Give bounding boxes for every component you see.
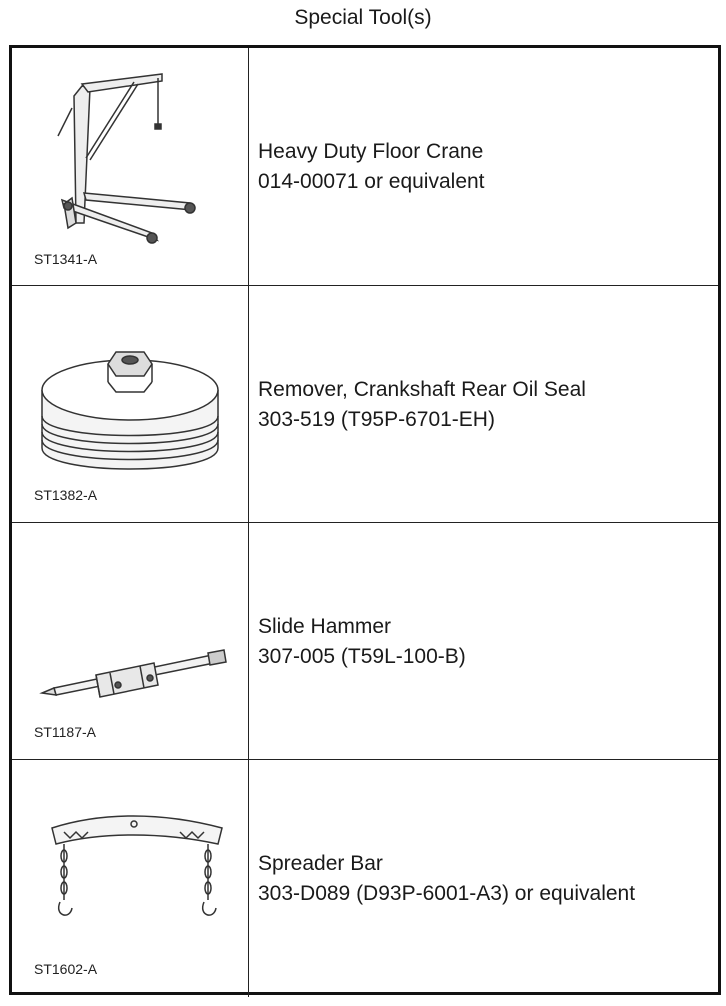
tool-number: 303-519 (T95P-6701-EH) — [258, 407, 495, 431]
tool-code: ST1382-A — [34, 487, 98, 503]
tool-number: 303-D089 (D93P-6001-A3) or equivalent — [258, 881, 636, 905]
floor-crane-icon — [12, 48, 248, 285]
tool-description — [258, 48, 718, 285]
tool-number: 014-00071 or equivalent — [258, 169, 485, 193]
tool-description — [258, 523, 718, 760]
table-row — [12, 48, 718, 285]
tool-name: Heavy Duty Floor Crane — [258, 139, 484, 163]
table-row — [12, 522, 718, 760]
tool-code: ST1602-A — [34, 961, 98, 977]
tool-name: Slide Hammer — [258, 614, 392, 638]
tool-code: ST1341-A — [34, 251, 98, 267]
table-row — [12, 759, 718, 997]
tool-number: 307-005 (T59L-100-B) — [258, 644, 466, 668]
tool-image-cell — [12, 48, 249, 285]
tool-description — [258, 760, 718, 997]
tool-name: Remover, Crankshaft Rear Oil Seal — [258, 377, 586, 401]
tool-name: Spreader Bar — [258, 851, 383, 875]
special-tools-table — [9, 45, 721, 995]
page-title: Special Tool(s) — [294, 6, 432, 29]
tool-image-cell — [12, 523, 249, 760]
tool-code: ST1187-A — [34, 724, 96, 740]
tool-image-cell — [12, 286, 249, 523]
table-row — [12, 285, 718, 523]
tool-description — [258, 286, 718, 523]
tool-image-cell — [12, 760, 249, 997]
